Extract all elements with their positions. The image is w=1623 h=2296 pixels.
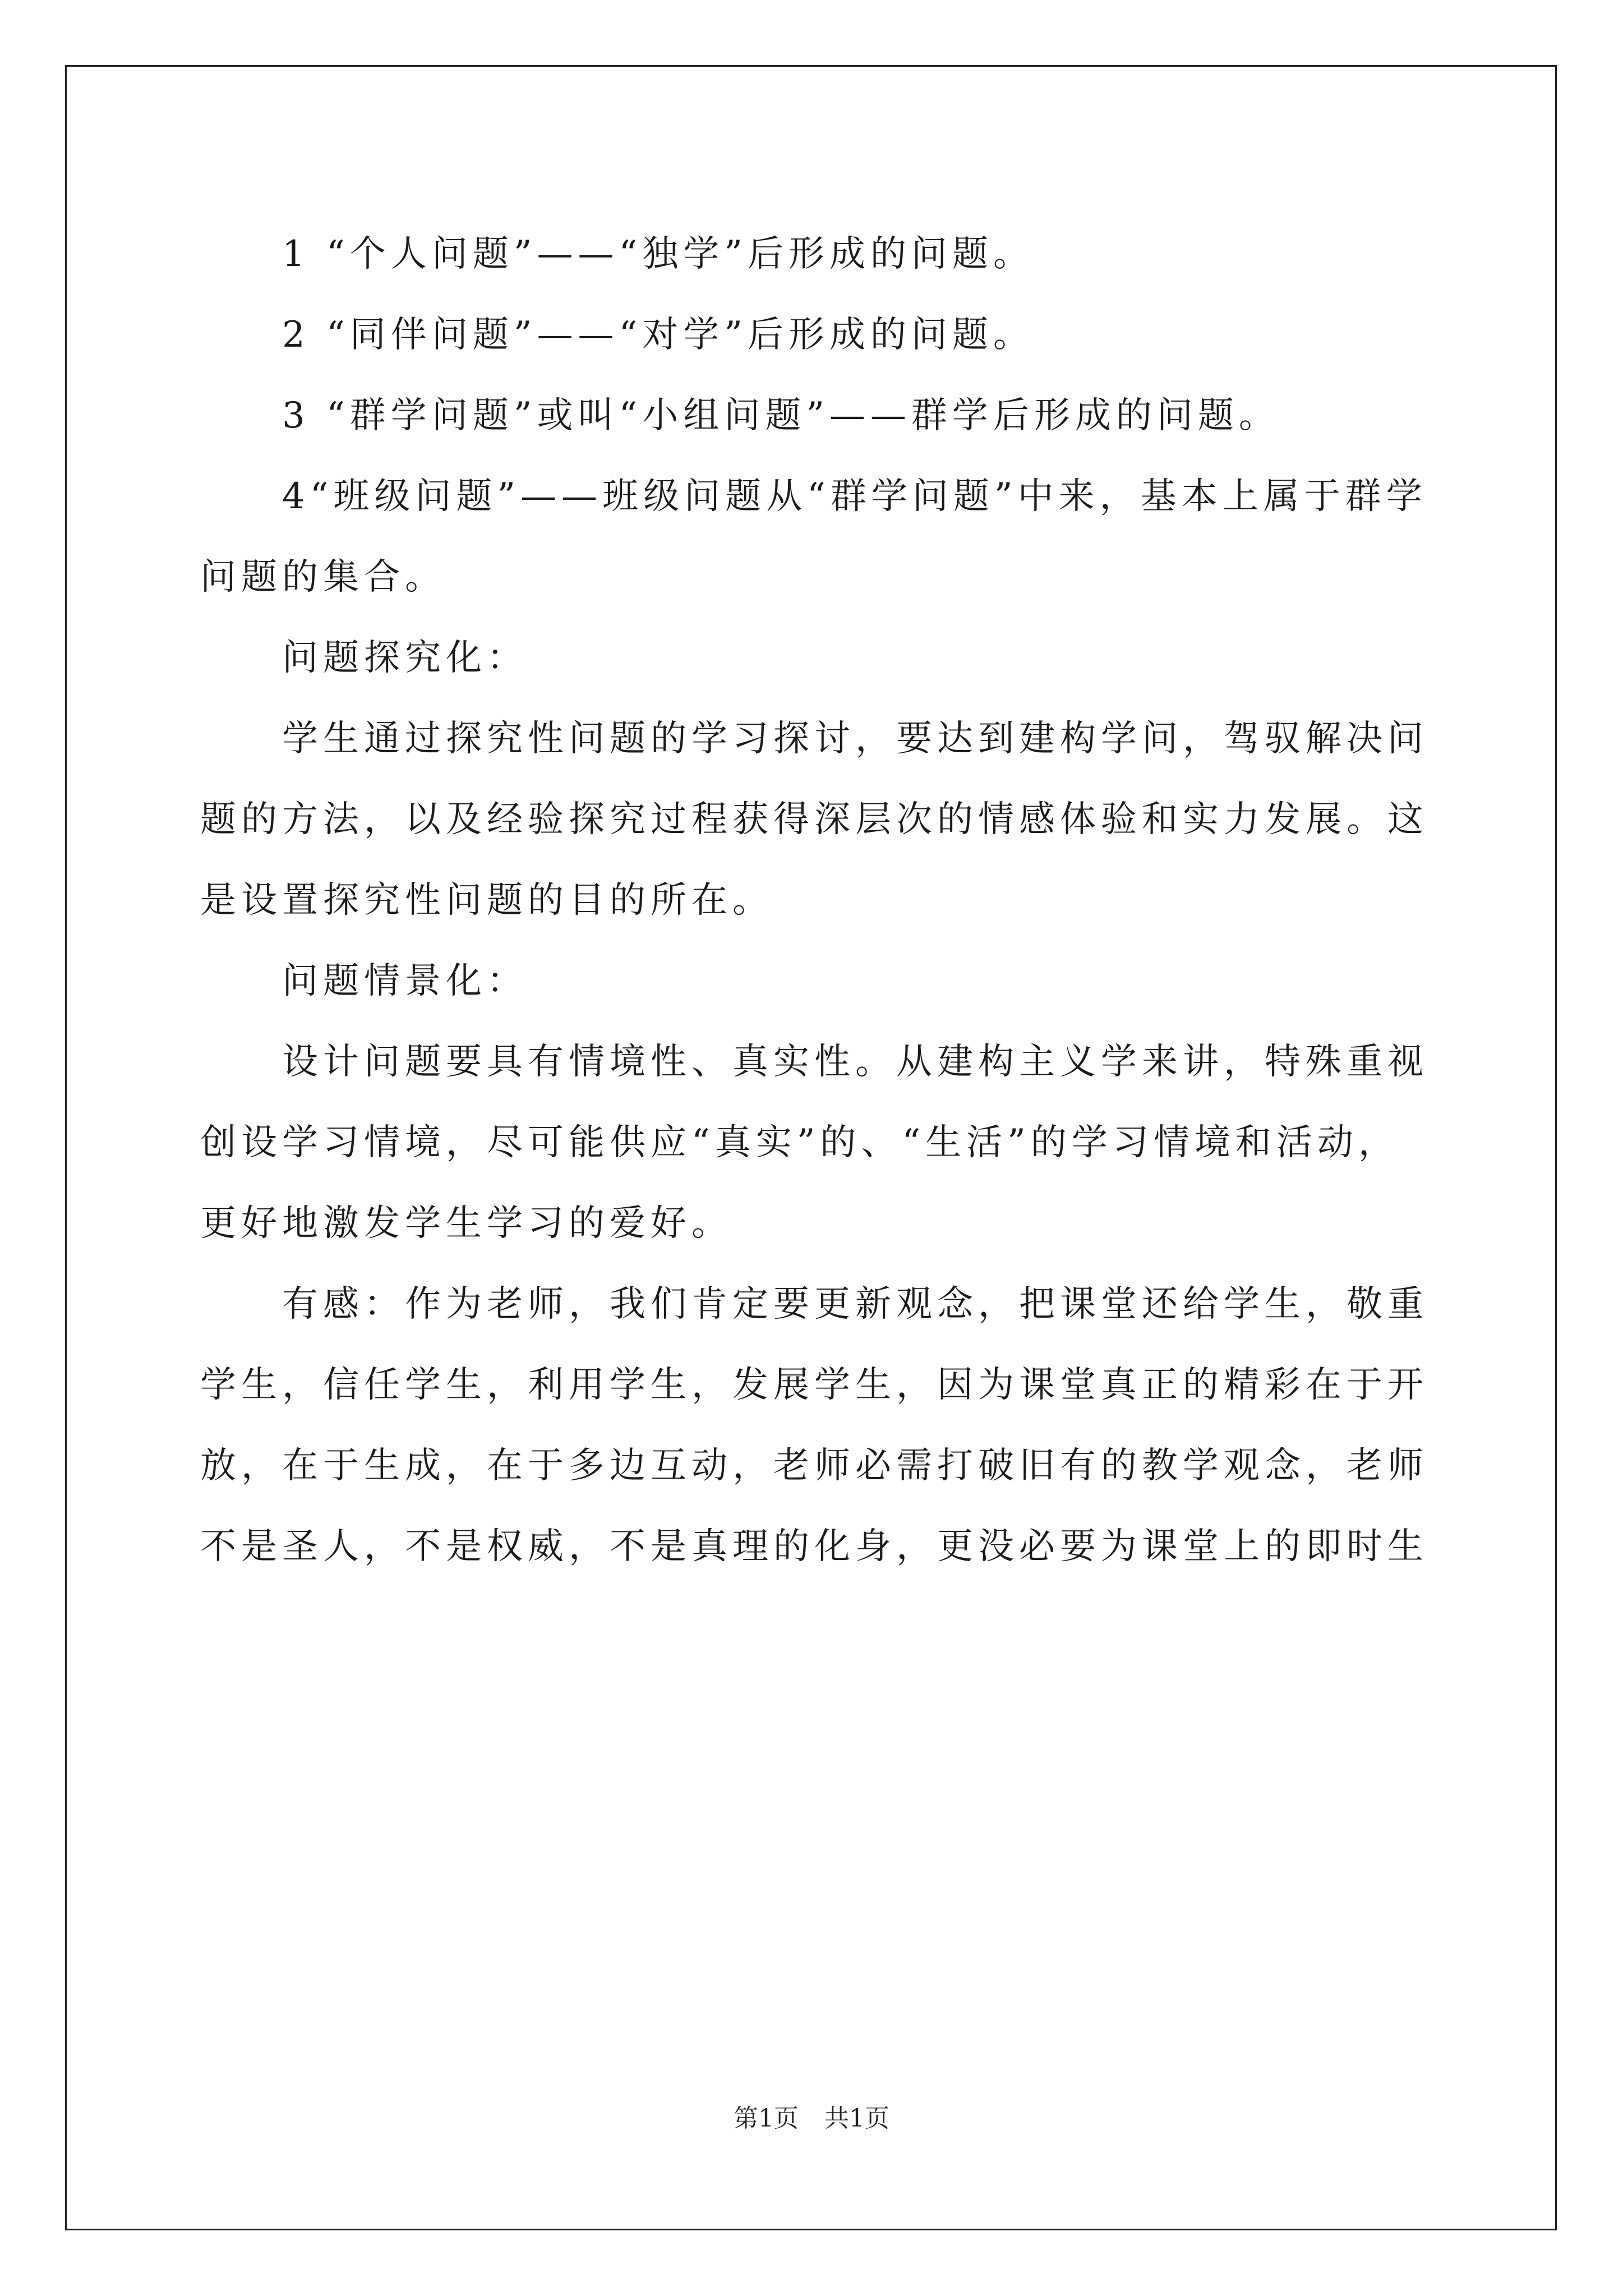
document-body — [200, 214, 1434, 1587]
paragraph-2: 2 “同伴问题”——“对学”后形成的问题。 — [282, 314, 1034, 356]
paragraph-4: 4“班级问题”——班级问题从“群学问题”中来，基本上属于群学问题的集合。 — [200, 476, 1427, 598]
heading-inquiry: 问题探究化： — [282, 637, 528, 679]
paragraph-reflection: 有感：作为老师，我们肯定要更新观念，把课堂还给学生，敬重学生，信任学生，利用学生，发展学生，因为课堂真正的精彩在于开放，在于生成，在于多边互动，老师必需打破旧有的教学观念，老师不是圣人，不是权威，不是真理的化身，更没必要为课堂上的即时生 — [200, 1283, 1428, 1567]
paragraph-context: 设计问题要具有情境性、真实性。从建构主义学来讲，特殊重视创设学习情境，尽可能供应“真实”的、“生活”的学习情境和活动，更好地激发学生学习的爱好。 — [200, 1041, 1428, 1244]
paragraph-inquiry: 学生通过探究性问题的学习探讨，要达到建构学问，驾驭解决问题的方法，以及经验探究过程获得深层次的情感体验和实力发展。这是设置探究性问题的目的所在。 — [200, 718, 1428, 921]
paragraph-3: 3 “群学问题”或叫“小组问题”——群学后形成的问题。 — [282, 395, 1280, 436]
paragraph-1: 1 “个人问题”——“独学”后形成的问题。 — [282, 233, 1034, 275]
heading-context: 问题情景化： — [282, 960, 528, 1002]
page-total: 共1页 — [824, 2104, 889, 2133]
page-footer — [0, 2098, 1623, 2134]
page-number: 第1页 — [734, 2104, 799, 2133]
